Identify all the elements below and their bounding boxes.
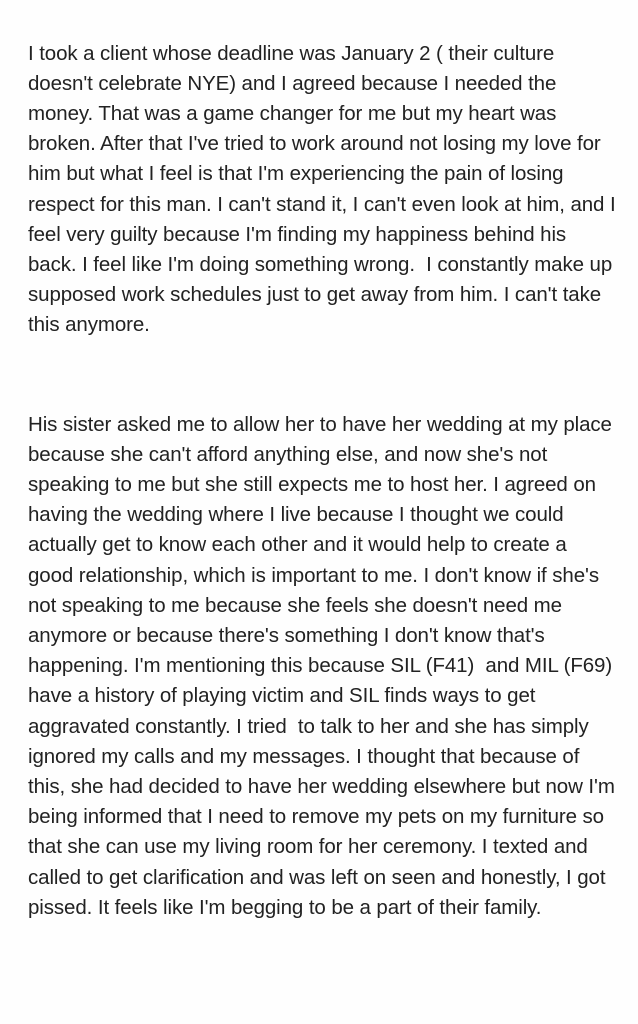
paragraph-1: I took a client whose deadline was January 2 ( their culture doesn't celebrate NYE) and I agreed because I needed the money. That was a game changer for me but my heart was broken. After that I've tried to work around not losing my love for him but what I feel is that I'm experiencing the pain of losing respect for this man. I can't stand it, I can't even look at him, and I feel very guilty because I'm finding my happiness behind his back. I feel like I'm doing something wrong. I constantly make up supposed work schedules just to get away from him. I can't take this anymore. xyxy=(28,41,622,337)
paragraph-2: His sister asked me to allow her to have her wedding at my place because she can't afford anything else, and now she's not speaking to me but she still expects me to host her. I agreed on having the wedding where I live because I thought we could actually get to know each other and it would help to create a good relationship, which is important to me. I don't know if she's not speaking to me because she feels she doesn't need me anymore or because there's something I don't know that's happening. I'm mentioning this because SIL (F41) and MIL (F69) have a history of playing victim and SIL finds ways to get aggravated constantly. I tried to talk to her and she has simply ignored my calls and my messages. I thought that because of this, she had decided to have her wedding elsewhere but now I'm being informed that I need to remove my pets on my furniture so that she can use my living room for her ceremony. I texted and called to get clarification and was left on seen and honestly, I got pissed. It feels like I'm begging to be a part of their family. xyxy=(28,412,621,919)
paragraph-spacer xyxy=(28,361,616,389)
